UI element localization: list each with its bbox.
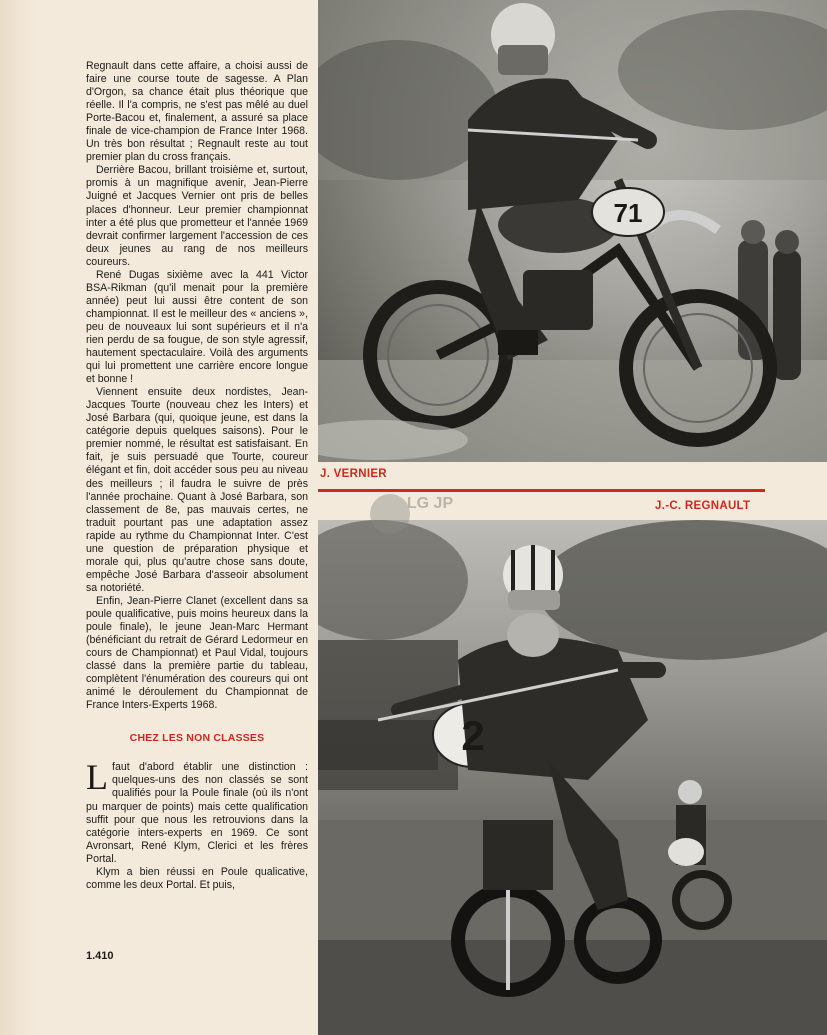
article-paragraph: Regnault dans cette affaire, a choisi aussi de faire une course toute de sagesse. A Plan d'Orgon, sa chance était plus théorique que réelle. Il l'a compris, ne s'est pas mêlé au duel Porte-Bacou et, finalement, a assuré sa place finale de vice-champion de France Inter 1968. Un très bon résultat ; Regnault reste au tout premier plan du cross français. (86, 60, 308, 164)
photo-vernier-illustration (318, 0, 827, 462)
photo-vernier (318, 0, 827, 462)
page-gutter (0, 0, 40, 1035)
section-paragraph: Klym a bien réussi en Poule qualicative, comme les deux Portal. Et puis, (86, 865, 308, 891)
plate-number-bottom: 2 (461, 712, 485, 759)
caption-regnault: J.-C. REGNAULT (655, 500, 751, 512)
article-column (86, 60, 308, 892)
watermark-text: LG JP (406, 495, 454, 512)
watermark-logo (368, 484, 458, 544)
article-paragraph: Viennent ensuite deux nordistes, Jean-Jacques Tourte (nouveau chez les Inters) et José Barbara (qui, quoique jeune, est dans la catégorie depuis quelques saisons). Pour le premier nommé, le résultat est satisfaisant. En fait, je suis persuadé que Tourte, coureur élégant et fin, doit accéder sous peu au niveau des meilleurs ; il faudra le suivre de près l'année prochaine. Quant à José Barbara, son classement de 8e, pas mauvais certes, ne traduit pourtant pas une adaptation assez rapide au rythme du Championnat Inter. C'est une question de préparation physique et morale qui, plus qu'autre chose sans doute, empêche José Barbara d'asseoir absolument sa notoriété. (86, 386, 308, 594)
photo-regnault (318, 520, 827, 1035)
section-paragraph-text: faut d'abord établir une distinction : quelques-uns des non classés se sont qualifiés pour la Poule finale (où ils n'ont pu marquer de points) mais cette qualification suffit pour que nous les retrouvions dans la catégorie inters-experts en 1969. Ce sont Avronsart, René Klym, Clerici et les frères Portal. (86, 761, 308, 865)
caption-vernier: J. VERNIER (320, 468, 387, 480)
page-number: 1.410 (86, 950, 114, 962)
section-paragraph (86, 757, 308, 865)
photo-regnault-illustration (318, 520, 827, 1035)
section-heading: CHEZ LES NON CLASSES (129, 732, 265, 745)
article-paragraph: Enfin, Jean-Pierre Clanet (excellent dans sa poule qualificative, puis moins heureux dans la poule finale), le jeune Jean-Marc Hermant (bénéficiant du retrait de Gérard Ledormeur en cours de Championnat) et Paul Vidal, toujours classé dans la première partie du tableau, complètent l'énumération des coureurs qui ont animé le déroulement du Championnat de France Inters-Experts 1968. (86, 594, 308, 712)
article-paragraph: René Dugas sixième avec la 441 Victor BSA-Rikman (qu'il menait pour la première année) peut lui aussi être content de son championnat. Il est le meilleur des « anciens », peu de nouveaux lui sont supérieurs et il n'a rien perdu de sa fougue, de son style agressif, hautement spectaculaire. Voilà des arguments qui lui promettent une carrière encore longue et bonne ! (86, 268, 308, 386)
article-paragraph: Derrière Bacou, brillant troisième et, surtout, promis à un magnifique avenir, Jean-Pierre Juigné et Jacques Vernier ont pris de belles places d'honneur. Leur premier championnat inter a été plus que prometteur et l'année 1969 devrait confirmer largement l'accession de ces deux jeunes au rang de nos meilleurs coureurs. (86, 164, 308, 268)
plate-number-top: 71 (613, 198, 643, 228)
drop-cap: L (86, 757, 108, 798)
